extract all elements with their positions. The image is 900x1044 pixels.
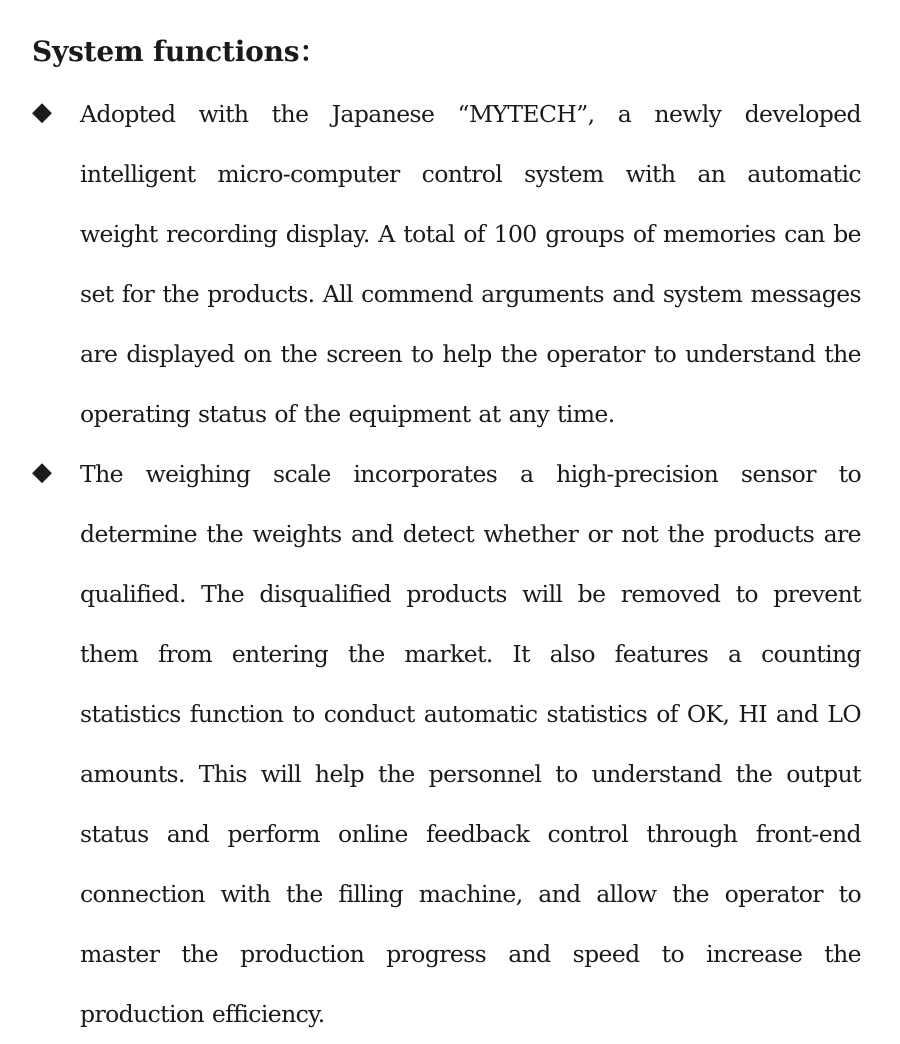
diamond-bullet-icon: ◆ xyxy=(32,457,52,487)
list-item-text: The weighing scale incorporates a high-precision sensor to determine the weights and detect whether or not the products are qualified. The disqualified products will be removed to prevent them from entering the market. It also features a counting statistics function to conduct automatic statistics of OK, HI and LO amounts. This will help the personnel to understand the output status and perform online feedback control through front-end connection with the filling machine, and allow the operator to master the production progress and speed to increase the production efficiency. xyxy=(80,460,861,1028)
list-item xyxy=(0,84,900,444)
function-list xyxy=(0,84,900,1044)
diamond-bullet-icon: ◆ xyxy=(32,97,52,127)
list-item-text: Adopted with the Japanese “MYTECH”, a newly developed intelligent micro-computer control system with an automatic weight recording display. A total of 100 groups of memories can be set for the products. All commend arguments and system messages are displayed on the screen to help the operator to understand the operating status of the equipment at any time. xyxy=(80,100,861,428)
list-item xyxy=(0,444,900,1044)
section-heading: System functions： xyxy=(32,35,328,68)
